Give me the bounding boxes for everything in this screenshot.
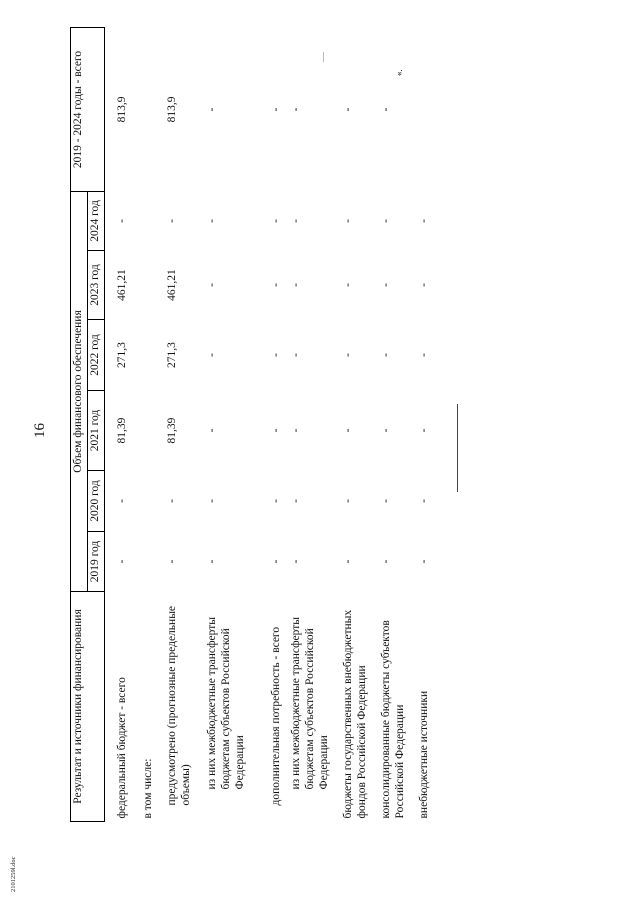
- header-total: 2019 - 2024 годы - всего: [71, 27, 105, 191]
- cell-value: -: [206, 219, 218, 223]
- table-row: [115, 27, 141, 821]
- cell-value: -: [290, 559, 302, 564]
- cell-value: 461,21: [166, 269, 178, 301]
- cell-value: -: [418, 499, 430, 503]
- cell-value: 813,9: [116, 96, 128, 123]
- cell-value: -: [380, 428, 392, 433]
- cell-value: -: [342, 283, 354, 287]
- cell-value: -: [206, 559, 218, 564]
- cell-value: -: [342, 353, 354, 357]
- spacer-row: [105, 27, 116, 821]
- table-row: [141, 27, 165, 821]
- header-year-2019: 2019 год: [88, 532, 105, 592]
- cell-value: -: [116, 219, 128, 223]
- header-year-2021: 2021 год: [88, 391, 105, 471]
- cell-value: -: [342, 219, 354, 223]
- cell-value: -: [380, 559, 392, 564]
- row-label: внебюджетные источники: [418, 690, 430, 819]
- header-year-2024: 2024 год: [88, 191, 105, 250]
- cell-value: [417, 27, 439, 191]
- cell-value: -: [116, 559, 128, 564]
- cell-value: 461,21: [116, 269, 128, 301]
- cell-value: -: [342, 559, 354, 564]
- row-label: дополнительная потребность - всего: [270, 626, 282, 806]
- row-label: предусмотрено (прогнозные предельные объемы): [166, 605, 192, 806]
- cell-value: -: [206, 499, 218, 503]
- cell-value: -: [290, 283, 302, 287]
- row-label: бюджеты государственных внебюджетных фондов Российской Федерации: [342, 609, 368, 819]
- header-row-1: [71, 27, 88, 821]
- table-row: [269, 27, 289, 821]
- cell-value: -: [290, 219, 302, 223]
- cell-value: -: [380, 219, 392, 223]
- header-source: Результат и источники финансирования: [71, 592, 105, 822]
- row-label: из них межбюджетные трансферты бюджетам субъектов Российской Федерации: [290, 617, 330, 790]
- financing-table: [70, 27, 439, 822]
- table-row: [417, 27, 439, 821]
- handwritten-mark: «.: [394, 69, 404, 76]
- cell-value: -: [380, 107, 392, 112]
- cell-value: -: [418, 353, 430, 357]
- cell-value: -: [166, 559, 178, 564]
- cell-value: 271,3: [116, 342, 128, 368]
- row-label: в том числе:: [142, 758, 154, 819]
- document-id: 2101259l.doc: [10, 856, 17, 892]
- cell-value: -: [342, 107, 354, 112]
- cell-value: -: [166, 219, 178, 223]
- table-row: [341, 27, 379, 821]
- cell-value: -: [206, 353, 218, 357]
- cell-value: 81,39: [166, 417, 178, 444]
- header-year-2022: 2022 год: [88, 320, 105, 391]
- cell-value: -: [418, 219, 430, 223]
- row-label: консолидированные бюджеты субъектов Российской Федерации: [380, 620, 406, 819]
- header-year-2023: 2023 год: [88, 251, 105, 320]
- cell-value: -: [380, 499, 392, 503]
- header-volume: Объем финансового обеспечения: [71, 191, 88, 591]
- row-label: федеральный бюджет - всего: [116, 677, 128, 819]
- cell-value: 271,3: [166, 342, 178, 368]
- table-row: [379, 27, 417, 821]
- cell-value: -: [418, 428, 430, 433]
- cell-value: -: [290, 428, 302, 433]
- cell-value: -: [270, 283, 282, 287]
- cell-value: -: [206, 283, 218, 287]
- table-row: [289, 27, 341, 821]
- cell-value: -: [290, 499, 302, 503]
- cell-value: -: [206, 107, 218, 112]
- cell-value: -: [166, 499, 178, 503]
- header-year-2020: 2020 год: [88, 471, 105, 532]
- financing-table-container: [70, 30, 634, 822]
- cell-value: 813,9: [166, 96, 178, 123]
- cell-value: -: [270, 219, 282, 223]
- cell-value: -: [290, 353, 302, 357]
- cell-value: -: [418, 559, 430, 564]
- cell-value: -: [342, 499, 354, 503]
- cell-value: -: [206, 428, 218, 433]
- cell-value: -: [380, 283, 392, 287]
- cell-value: -: [342, 428, 354, 433]
- row-label: из них межбюджетные трансферты бюджетам субъектов Российской Федерации: [206, 617, 246, 790]
- cell-value: -: [270, 499, 282, 503]
- cell-value: -: [116, 499, 128, 503]
- cell-value: -: [270, 107, 282, 112]
- cell-value: -: [270, 428, 282, 433]
- cell-value: -: [380, 353, 392, 357]
- cell-value: -: [418, 283, 430, 287]
- cell-value: 81,39: [116, 417, 128, 444]
- cell-value: -: [270, 559, 282, 564]
- table-row: [165, 27, 205, 821]
- page-number: 16: [32, 423, 48, 438]
- cell-value: -: [290, 107, 302, 112]
- table-row: [205, 27, 269, 821]
- cell-value: -: [270, 353, 282, 357]
